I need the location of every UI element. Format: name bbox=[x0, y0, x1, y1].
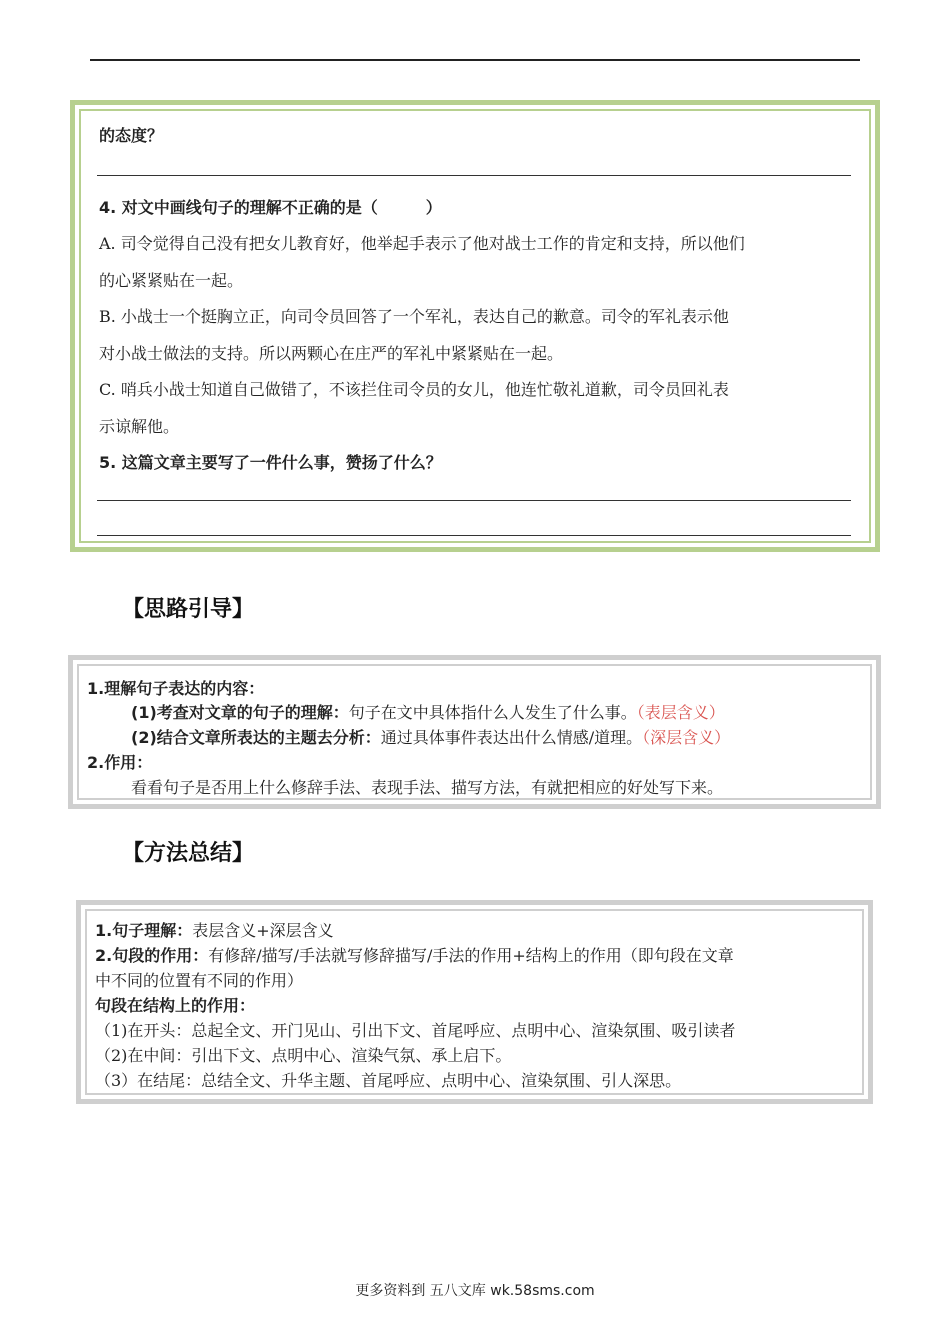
guide-heading-1: 1.理解句子表达的内容： bbox=[87, 679, 265, 698]
method-heading-3: 句段在结构上的作用： bbox=[95, 996, 256, 1015]
option-a-line-2: 的心紧紧贴在一起。 bbox=[99, 271, 244, 290]
guide-point-2-text: 通过具体事件表达出什么情感/道理。 bbox=[380, 728, 643, 747]
guide-line-3 bbox=[131, 728, 730, 748]
guide-point-1-tag: （表层含义） bbox=[636, 703, 725, 722]
method-text-1: 表层含义+深层含义 bbox=[192, 921, 334, 940]
method-box bbox=[76, 900, 873, 1104]
guide-box-inner bbox=[77, 664, 872, 800]
option-b-line-2: 对小战士做法的支持。所以两颗心在庄严的军礼中紧紧贴在一起。 bbox=[99, 344, 564, 363]
method-heading-1: 1.句子理解： bbox=[95, 921, 193, 940]
method-line-1 bbox=[95, 921, 334, 941]
method-line-5: （1)在开头：总起全文、开门见山、引出下文、首尾呼应、点明中心、渲染氛围、吸引读者 bbox=[95, 1021, 736, 1040]
guide-line-5: 看看句子是否用上什么修辞手法、表现手法、描写方法，有就把相应的好处写下来。 bbox=[131, 778, 724, 797]
guide-point-2-label: (2)结合文章所表达的主题去分析： bbox=[131, 728, 381, 747]
guide-heading-2: 2.作用： bbox=[87, 753, 153, 772]
question-4: 4. 对文中画线句子的理解不正确的是（ ） bbox=[99, 198, 442, 217]
guide-point-1-label: (1)考查对文章的句子的理解： bbox=[131, 703, 349, 722]
method-line-3: 中不同的位置有不同的作用） bbox=[95, 971, 304, 990]
option-b-line-1: B. 小战士一个挺胸立正，向司令员回答了一个军礼，表达自己的歉意。司令的军礼表示他 bbox=[99, 307, 729, 326]
guide-point-1-text: 句子在文中具体指什么人发生了什么事。 bbox=[348, 703, 637, 722]
question-5: 5. 这篇文章主要写了一件什么事，赞扬了什么？ bbox=[99, 453, 442, 472]
method-heading-2: 2.句段的作用： bbox=[95, 946, 209, 965]
guide-point-2-tag: （深层含义） bbox=[642, 728, 731, 747]
option-c-line-2: 示谅解他。 bbox=[99, 417, 180, 436]
answer-line bbox=[97, 175, 851, 176]
header-rule bbox=[90, 59, 860, 61]
method-line-7: （3）在结尾：总结全文、升华主题、首尾呼应、点明中心、渲染氛围、引人深思。 bbox=[95, 1071, 682, 1090]
question-box bbox=[70, 100, 880, 552]
option-a-line-1: A. 司令觉得自己没有把女儿教育好，他举起手表示了他对战士工作的肯定和支持，所以他们 bbox=[99, 234, 745, 253]
method-line-6: （2)在中间：引出下文、点明中心、渲染气氛、承上启下。 bbox=[95, 1046, 512, 1065]
question-3-tail: 的态度？ bbox=[99, 126, 164, 145]
method-text-2: 有修辞/描写/手法就写修辞描写/手法的作用+结构上的作用（即句段在文章 bbox=[208, 946, 734, 965]
answer-line bbox=[97, 535, 851, 536]
answer-line bbox=[97, 500, 851, 501]
method-box-inner bbox=[85, 909, 864, 1095]
option-c-line-1: C. 哨兵小战士知道自己做错了，不该拦住司令员的女儿，他连忙敬礼道歉，司令员回礼表 bbox=[99, 380, 729, 399]
method-title: 【方法总结】 bbox=[122, 841, 255, 866]
footer-link[interactable]: 更多资料到 五八文库 wk.58sms.com bbox=[355, 1283, 595, 1299]
guide-line-4 bbox=[87, 753, 152, 773]
guide-box bbox=[68, 655, 881, 809]
method-line-2 bbox=[95, 946, 734, 966]
question-box-inner bbox=[79, 109, 871, 543]
method-line-4 bbox=[95, 996, 255, 1016]
guide-line-1 bbox=[87, 679, 264, 699]
guide-line-2 bbox=[131, 703, 725, 723]
guide-title: 【思路引导】 bbox=[122, 597, 255, 622]
